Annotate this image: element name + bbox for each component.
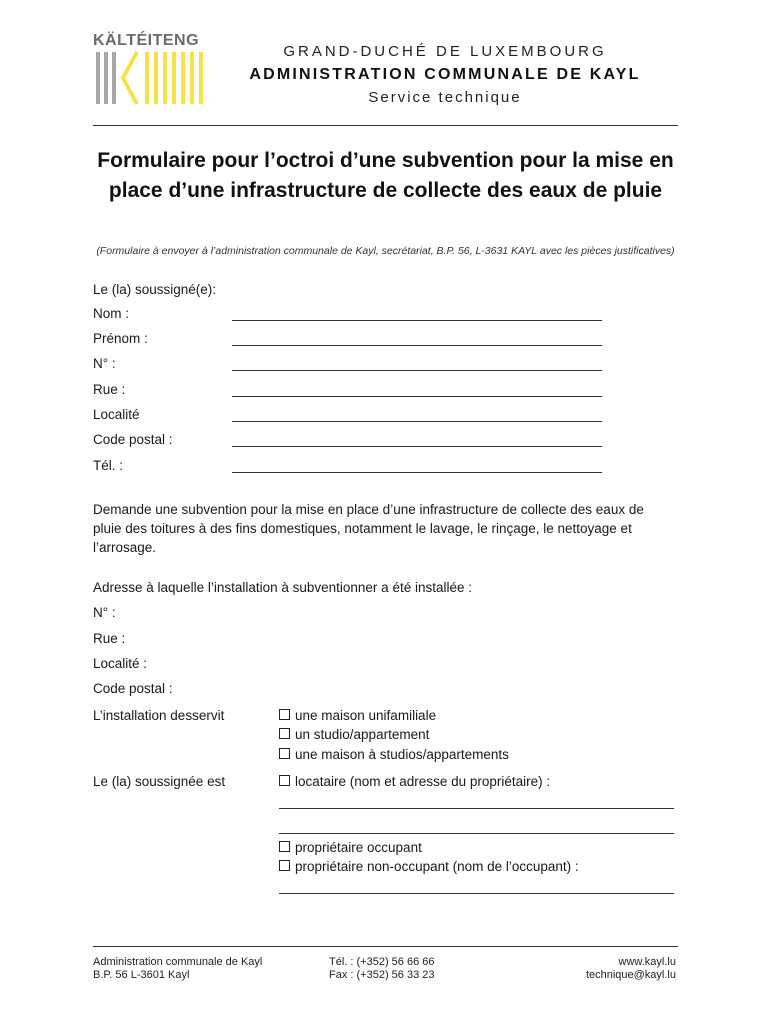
option-proprietaire-non-occupant[interactable] — [279, 859, 579, 874]
option-proprietaire-occupant[interactable] — [279, 840, 422, 855]
option-label: propriétaire non-occupant (nom de l’occupant) : — [295, 859, 579, 874]
form-subtitle: (Formulaire à envoyer à l’administration communale de Kayl, secrétariat, B.P. 56, L-3631 KAYL avec les pièces justificatives) — [96, 245, 675, 257]
checkbox-icon[interactable] — [279, 709, 290, 720]
status-label: Le (la) soussignée est — [93, 774, 226, 789]
footer-email-link[interactable]: technique@kayl.lu — [585, 969, 676, 981]
option-studio-appartement[interactable] — [279, 727, 429, 742]
option-label: un studio/appartement — [295, 727, 430, 742]
field-line-prenom[interactable] — [232, 345, 602, 346]
logo-bar-grey-3 — [112, 52, 116, 104]
address-label-code-postal: Code postal : — [93, 681, 173, 696]
option-label: locataire (nom et adresse du propriétaire) : — [295, 774, 551, 789]
applicant-intro: Le (la) soussigné(e): — [93, 282, 217, 297]
field-label-prenom: Prénom : — [93, 331, 148, 346]
logo-bar-yellow-2 — [154, 52, 158, 104]
footer-fax: Fax : (+352) 56 33 23 — [329, 969, 435, 981]
field-label-tel: Tél. : — [93, 458, 124, 473]
option-maison-unifamiliale[interactable] — [279, 708, 436, 723]
logo-bar-grey-1 — [96, 52, 100, 104]
field-label-numero: N° : — [93, 356, 116, 371]
address-label-rue: Rue : — [93, 631, 126, 646]
option-label: une maison à studios/appartements — [295, 747, 509, 762]
option-label: une maison unifamiliale — [295, 708, 437, 723]
address-intro: Adresse à laquelle l’installation à subventionner a été installée : — [93, 580, 472, 595]
address-label-localite: Localité : — [93, 656, 148, 671]
field-label-code-postal: Code postal : — [93, 432, 173, 447]
field-label-localite: Localité — [93, 407, 140, 422]
logo-bar-yellow-6 — [190, 52, 194, 104]
logo-chevron — [123, 52, 137, 104]
logo-bar-yellow-5 — [181, 52, 185, 104]
footer-address-name: Administration communale de Kayl — [93, 956, 263, 968]
field-label-rue: Rue : — [93, 382, 126, 397]
field-line-tel[interactable] — [232, 472, 602, 473]
installation-label: L’installation desservit — [93, 708, 225, 723]
occupant-line[interactable] — [279, 893, 674, 894]
logo-bar-yellow-7 — [199, 52, 203, 104]
footer-website-link[interactable]: www.kayl.lu — [618, 956, 676, 968]
field-line-numero[interactable] — [232, 370, 602, 371]
request-paragraph: Demande une subvention pour la mise en place d’une infrastructure de collecte des eaux de pluie des toitures à des fins domestiques, notamment le lavage, le rinçage, le nettoyage et l’arrosage. — [93, 502, 644, 555]
footer-divider — [93, 946, 678, 947]
checkbox-icon[interactable] — [279, 860, 290, 871]
field-line-localite[interactable] — [232, 421, 602, 422]
header-country: GRAND-DUCHÉ DE LUXEMBOURG — [283, 43, 607, 60]
field-label-nom: Nom : — [93, 306, 130, 321]
header-divider — [93, 125, 678, 126]
footer-phone: Tél. : (+352) 56 66 66 — [329, 956, 435, 968]
logo-bar-yellow-1 — [145, 52, 149, 104]
header-service: Service technique — [368, 89, 522, 106]
field-line-rue[interactable] — [232, 396, 602, 397]
kayl-logo — [93, 30, 208, 108]
option-locataire[interactable] — [279, 774, 550, 789]
logo-bar-yellow-4 — [172, 52, 176, 104]
checkbox-icon[interactable] — [279, 728, 290, 739]
logo-wordmark: KÄLTÉITENG — [93, 32, 200, 49]
logo-bar-grey-2 — [104, 52, 108, 104]
field-line-nom[interactable] — [232, 320, 602, 321]
form-title: Formulaire pour l’octroi d’une subvention pour la mise en place d’une infrastructure de collecte des eaux de pluie — [97, 149, 674, 202]
logo-bar-yellow-3 — [163, 52, 167, 104]
field-line-code-postal[interactable] — [232, 446, 602, 447]
owner-line-2[interactable] — [279, 833, 674, 834]
option-maison-studios[interactable] — [279, 747, 509, 762]
footer-address-postal: B.P. 56 L-3601 Kayl — [93, 969, 190, 981]
checkbox-icon[interactable] — [279, 841, 290, 852]
checkbox-icon[interactable] — [279, 775, 290, 786]
address-label-numero: N° : — [93, 605, 116, 620]
header-administration: ADMINISTRATION COMMUNALE DE KAYL — [249, 66, 641, 83]
owner-line-1[interactable] — [279, 808, 674, 809]
option-label: propriétaire occupant — [295, 840, 422, 855]
checkbox-icon[interactable] — [279, 748, 290, 759]
